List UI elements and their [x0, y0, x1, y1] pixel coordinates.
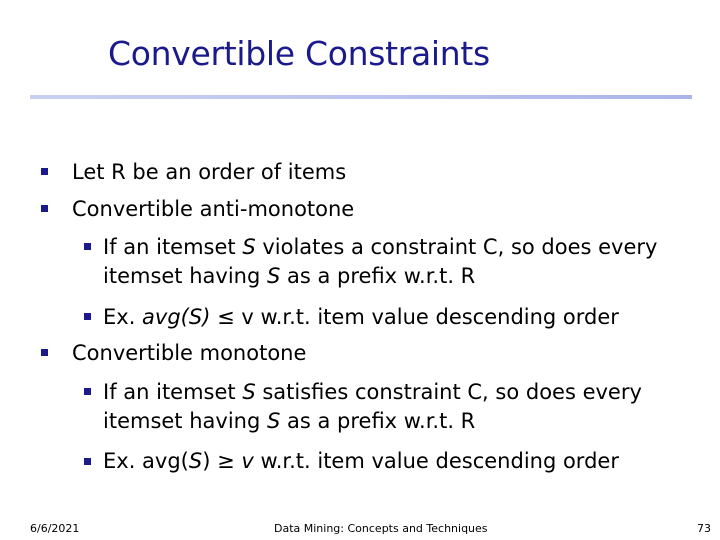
itemset-s: S	[188, 449, 203, 473]
bullet-square-icon	[84, 458, 91, 465]
title-underline	[30, 95, 692, 99]
text-run: as a prefix w.r.t. R	[280, 264, 476, 288]
sub-bullet-violates-line1	[103, 234, 657, 260]
text-run: w.r.t. item value descending order	[253, 449, 619, 473]
bullet-square-icon	[41, 168, 48, 175]
text-run: violates a constraint C, so does every	[255, 235, 658, 259]
itemset-s: S	[242, 235, 256, 259]
bullet-square-icon	[84, 388, 91, 395]
text-run: satisfies constraint C, so does every	[255, 380, 642, 404]
bullet-anti-monotone: Convertible anti-monotone	[72, 197, 355, 221]
text-run: itemset having	[103, 264, 267, 288]
text-run: ≤ v w.r.t. item value descending order	[210, 305, 619, 329]
text-run: Ex. avg(	[103, 449, 189, 473]
text-run: itemset having	[103, 409, 267, 433]
text-run: If an itemset	[103, 380, 243, 404]
itemset-s: S	[266, 409, 281, 433]
text-run: Ex.	[103, 305, 143, 329]
sub-bullet-violates-line2	[103, 263, 475, 289]
bullet-monotone: Convertible monotone	[72, 341, 307, 365]
avg-s: avg(S)	[142, 305, 211, 329]
bullet-let-r: Let R be an order of items	[72, 160, 347, 184]
footer-title: Data Mining: Concepts and Techniques	[274, 522, 488, 535]
text-run: as a prefix w.r.t. R	[280, 409, 476, 433]
bullet-square-icon	[41, 205, 48, 212]
text-run: ) ≥	[202, 449, 242, 473]
slide-title: Convertible Constraints	[108, 34, 490, 73]
value-v: v	[241, 449, 254, 473]
footer-page-number: 73	[697, 522, 711, 535]
text-run: If an itemset	[103, 235, 243, 259]
bullet-square-icon	[84, 313, 91, 320]
sub-bullet-example-mono	[103, 448, 619, 474]
sub-bullet-example-anti	[103, 304, 619, 330]
bullet-square-icon	[84, 243, 91, 250]
itemset-s: S	[242, 380, 256, 404]
itemset-s: S	[266, 264, 281, 288]
sub-bullet-satisfies-line2	[103, 408, 475, 434]
sub-bullet-satisfies-line1	[103, 379, 642, 405]
bullet-square-icon	[41, 349, 48, 356]
footer-date: 6/6/2021	[30, 522, 80, 535]
